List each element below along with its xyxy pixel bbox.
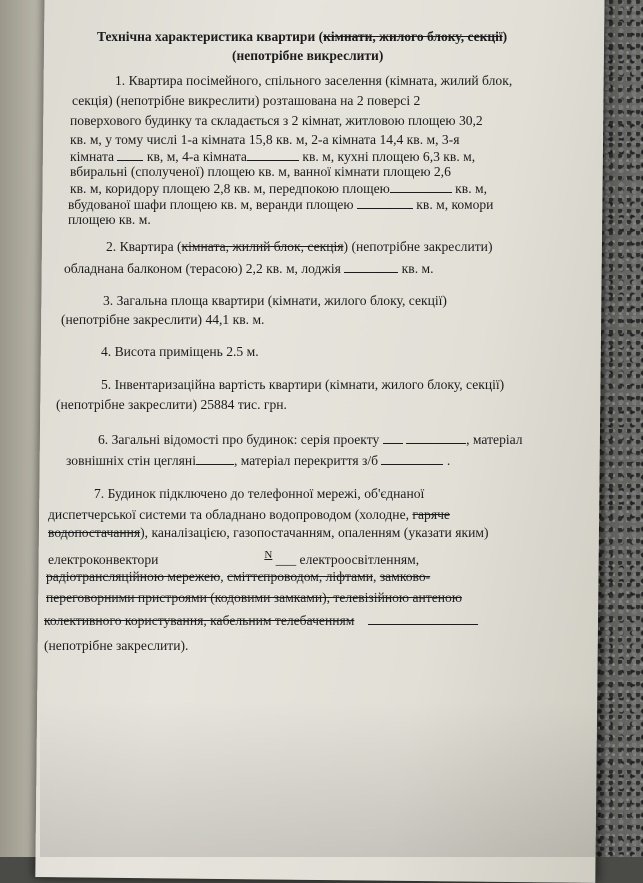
s1-line5-b: кв, м, 4-а кімната <box>143 149 247 164</box>
s1-line4: кв. м, у тому числі 1-а кімната 15,8 кв. м, 2-а кімната 14,4 кв. м, 3-я <box>70 132 460 147</box>
s7-line5-struck3: замково- <box>379 569 431 584</box>
s1-line5-c: кв. м, кухні площею 6,3 кв. м, <box>298 149 476 164</box>
s7-line5-m: , <box>220 569 228 584</box>
s5-line2: (непотрібне закреслити) 25884 тис. грн. <box>56 397 287 412</box>
s6-line2-c: . <box>443 453 451 468</box>
s7-line2-struck: гаряче <box>412 507 450 522</box>
s2-line2 <box>64 260 434 277</box>
s6-line2-b: , матеріал перекриття з/б <box>233 453 382 468</box>
s6-line1-a: 6. Загальні відомості про будинок: серія проекту <box>98 432 383 447</box>
s7-line6: переговорними пристроями (кодовими замками), телевізійною антеною <box>46 590 462 605</box>
s7-line5-m2: , <box>373 569 380 584</box>
s1-line5-a: кімната <box>70 149 118 164</box>
s4-line1: 4. Висота приміщень 2.5 м. <box>101 344 259 359</box>
s5-line1: 5. Інвентаризаційна вартість квартири (кімнати, жилого блоку, секції) <box>101 377 505 392</box>
s7-line4 <box>48 547 419 568</box>
s7-line5-struck2: сміттєпроводом, ліфтами <box>227 569 374 584</box>
s1-line7-b: кв. м, <box>451 181 488 196</box>
s7-line5-struck1: радіотрансляційною мережею <box>46 569 221 584</box>
s2-line1-struck: кімната, жилий блок, секція <box>181 239 344 254</box>
s3-line1: 3. Загальна площа квартири (кімнати, жилого блоку, секції) <box>103 293 447 308</box>
blank-wall-material <box>196 452 234 465</box>
document-title <box>97 29 507 45</box>
title-subtitle: (непотрібне викреслити) <box>232 48 384 63</box>
s7-line1: 7. Будинок підключено до телефонної мережі, об'єднаної <box>94 486 425 501</box>
s7-line7 <box>44 612 478 629</box>
s1-line7 <box>70 180 487 197</box>
s7-line2 <box>48 507 450 523</box>
s6-line2-a: зовнішніх стін цегляні <box>66 453 196 468</box>
s2-line1 <box>106 239 492 255</box>
s7-line7-struck: колективного користування, кабельним телебаченням <box>44 613 355 628</box>
s1-line9: площею кв. м. <box>68 212 151 227</box>
s7-line2-a: диспетчерської системи та обладнано водопроводом (холодне, <box>48 507 413 522</box>
s7-line8: (непотрібне закреслити). <box>44 638 189 653</box>
s7-line3-b: ), каналізацією, газопостачанням, опаленням (указати яким) <box>140 525 489 540</box>
s1-line6: вбиральні (сполученої) площею кв. м, ванної кімнати площею 2,6 <box>70 164 451 179</box>
blank-floor-material <box>381 452 443 465</box>
blank-room4 <box>247 148 299 161</box>
title-struck-text: кімнати, жилого блоку, секції <box>323 29 503 44</box>
s1-line8-b: кв. м, комори <box>412 197 494 212</box>
s6-line2 <box>66 452 450 469</box>
s6-line1 <box>98 431 523 448</box>
blank-series-2 <box>406 431 466 444</box>
s1-line1: 1. Квартира посімейного, спільного заселення (кімната, жилий блок, <box>115 73 513 88</box>
s7-line4-a: електроконвектори <box>48 552 159 567</box>
s7-line4-n: N <box>264 549 273 561</box>
blank-series-1 <box>383 431 403 444</box>
s7-line5 <box>46 569 430 585</box>
title-end: ) <box>502 29 508 44</box>
s2-line1-b: ) (непотрібне закреслити) <box>343 239 493 254</box>
blank-room3 <box>117 148 143 161</box>
s7-line3-struck: водопостачання <box>48 525 141 540</box>
s7-line3 <box>48 525 488 541</box>
blank-loggia <box>344 260 398 273</box>
s1-line3: поверхового будинку та складається з 2 кімнат, житловою площею 30,2 <box>70 113 483 128</box>
s1-line7-a: кв. м, коридору площею 2,8 кв. м, передпокою площею <box>70 181 390 196</box>
s3-line2: (непотрібне закреслити) 44,1 кв. м. <box>61 312 265 327</box>
s1-line5 <box>70 148 475 165</box>
s6-line1-b: , матеріал <box>466 432 523 447</box>
s2-line2-b: кв. м. <box>398 261 434 276</box>
blank-cable-tv <box>368 612 478 625</box>
s2-line2-a: обладнана балконом (терасою) 2,2 кв. м, лоджія <box>64 261 345 276</box>
s1-line2: секція) (непотрібне викреслити) розташована на 2 поверсі 2 <box>72 93 421 108</box>
s1-line8 <box>68 196 493 213</box>
s2-line1-a: 2. Квартира ( <box>106 239 182 254</box>
blank-hallway <box>390 180 452 193</box>
blank-veranda <box>357 196 413 209</box>
s7-line4-b: ___ електроосвітленням, <box>272 552 420 567</box>
title-text: Технічна характеристика квартири ( <box>97 29 324 44</box>
s1-line8-a: вбудованої шафи площею кв. м, веранди площею <box>68 197 357 212</box>
